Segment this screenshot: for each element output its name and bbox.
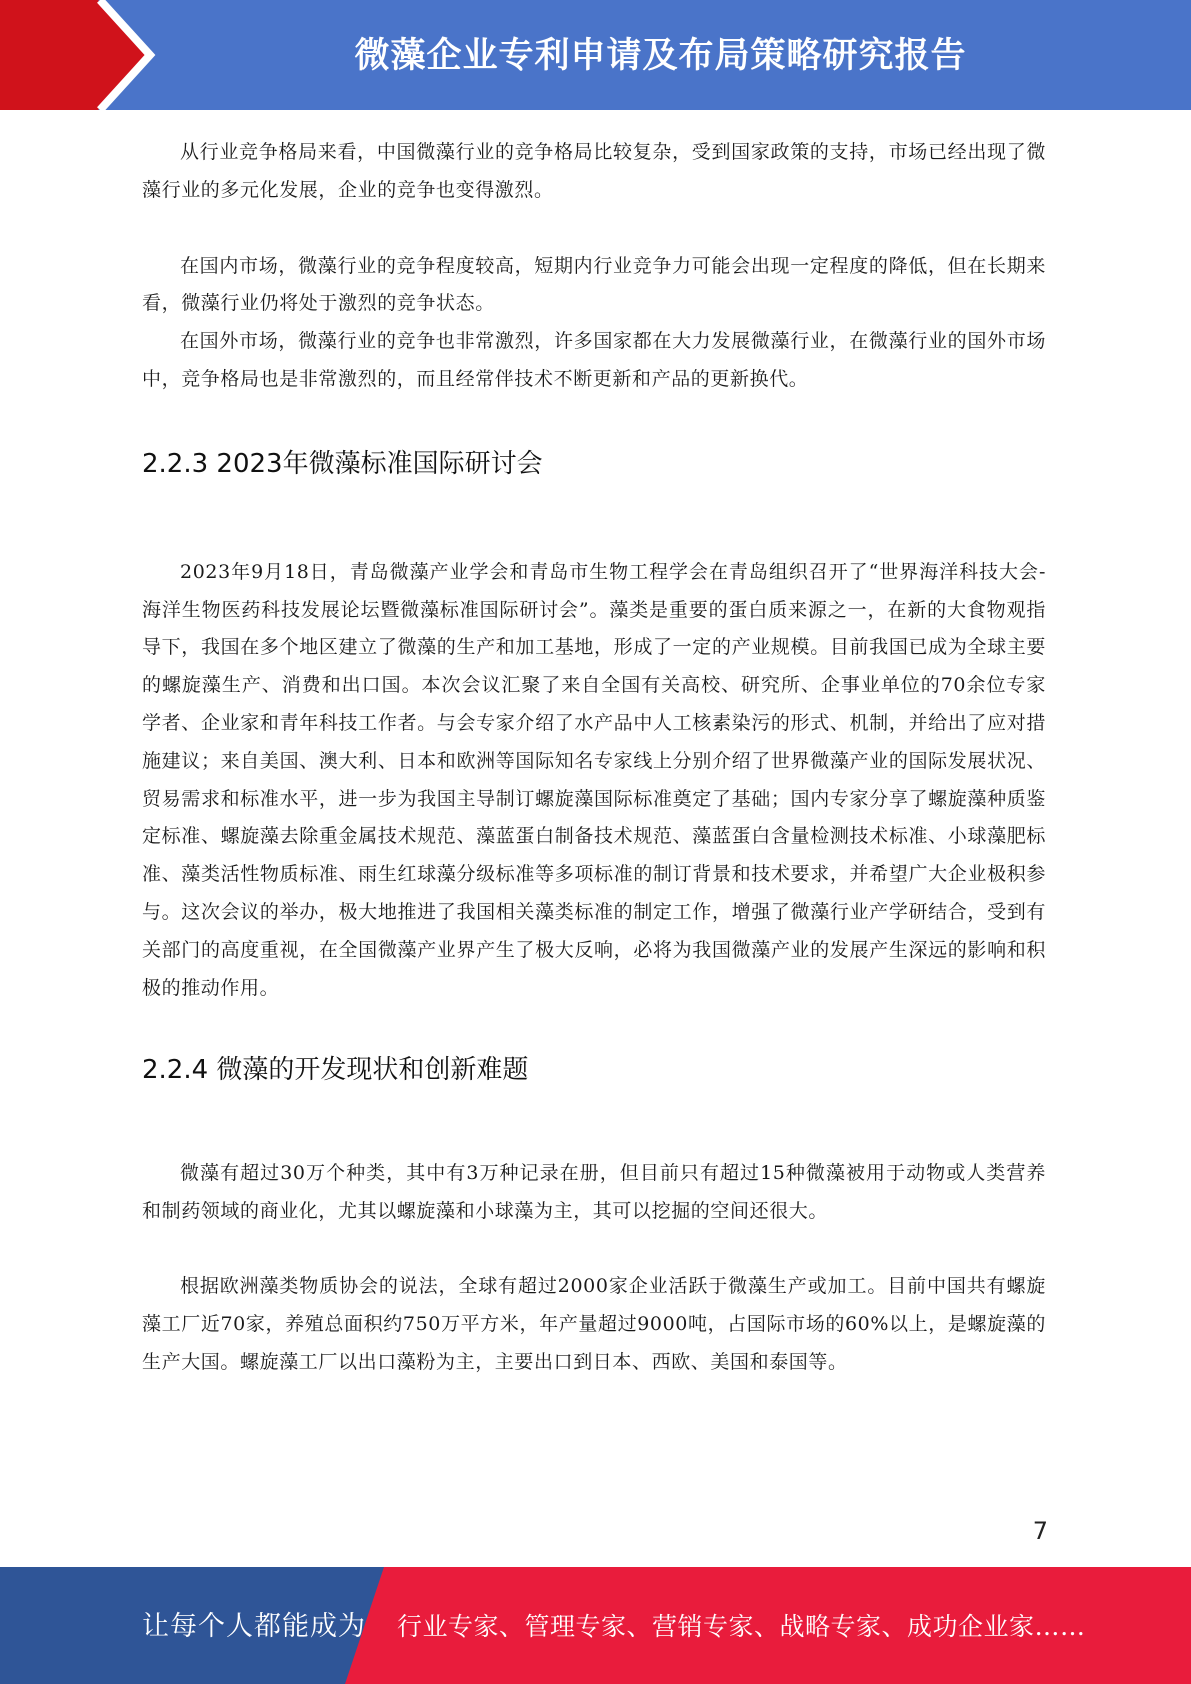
footer-slogan-left: 让每个人都能成为 (142, 1611, 366, 1642)
page-number: 7 (1032, 1517, 1048, 1545)
paragraph-domestic-market: 在国内市场，微藻行业的竞争程度较高，短期内行业竞争力可能会出现一定程度的降低，但在长期来看，微藻行业仍将处于激烈的竞争状态。 (142, 254, 1046, 315)
paragraph-seminar: 2023年9月18日，青岛微藻产业学会和青岛市生物工程学会在青岛组织召开了“世界海洋科技大会-海洋生物医药科技发展论坛暨微藻标准国际研讨会”。藻类是重要的蛋白质来源之一，在新的大食物观指导下，我国在多个地区建立了微藻的生产和加工基地，形成了一定的产业规模。目前我国已成为全球主要的螺旋藻生产、消费和出口国。本次会议汇聚了来自全国有关高校、研究所、企事业单位的70余位专家学者、企业家和青年科技工作者。与会专家介绍了水产品中人工核素染污的形式、机制，并给出了应对措施建议；来自美国、澳大利、日本和欧洲等国际知名专家线上分别介绍了世界微藻产业的国际发展状况、贸易需求和标准水平，进一步为我国主导制订螺旋藻国际标准奠定了基础；国内专家分享了螺旋藻种质鉴定标准、螺旋藻去除重金属技术规范、藻蓝蛋白制备技术规范、藻蓝蛋白含量检测技术标准、小球藻肥标准、藻类活性物质标准、雨生红球藻分级标准等多项标准的制订背景和技术要求，并希望广大企业极积参与。这次会议的举办，极大地推进了我国相关藻类标准的制定工作，增强了微藻行业产学研结合，受到有关部门的高度重视，在全国微藻产业界产生了极大反响，必将为我国微藻产业的发展产生深远的影响和积极的推动作用。 (142, 560, 1046, 999)
paragraph-species: 微藻有超过30万个种类，其中有3万种记录在册，但目前只有超过15种微藻被用于动物或人类营养和制药领域的商业化，尤其以螺旋藻和小球藻为主，其可以挖掘的空间还很大。 (142, 1162, 1046, 1223)
report-title: 微藻企业专利申请及布局策略研究报告 (354, 36, 967, 76)
section-heading-2-2-4: 2.2.4 微藻的开发现状和创新难题 (142, 1055, 529, 1086)
page-footer (0, 1567, 1191, 1684)
section-heading-2-2-3: 2.2.3 2023年微藻标准国际研讨会 (142, 448, 543, 479)
paragraph-industry-scale: 根据欧洲藻类物质协会的说法，全球有超过2000家企业活跃于微藻生产或加工。目前中国共有螺旋藻工厂近70家，养殖总面积约750万平方米，年产量超过9000吨，占国际市场的60%以上，是螺旋藻的生产大国。螺旋藻工厂以出口藻粉为主，主要出口到日本、西欧、美国和泰国等。 (142, 1274, 1046, 1373)
page-body (142, 134, 1046, 1381)
paragraph-competition-overview: 从行业竞争格局来看，中国微藻行业的竞争格局比较复杂，受到国家政策的支持，市场已经出现了微藻行业的多元化发展，企业的竞争也变得激烈。 (142, 141, 1046, 201)
paragraph-foreign-market: 在国外市场，微藻行业的竞争也非常激烈，许多国家都在大力发展微藻行业，在微藻行业的国外市场中，竞争格局也是非常激烈的，而且经常伴技术不断更新和产品的更新换代。 (142, 330, 1046, 390)
page-header (0, 0, 1191, 110)
footer-slogan-right: 行业专家、管理专家、营销专家、战略专家、成功企业家…… (397, 1612, 1086, 1641)
